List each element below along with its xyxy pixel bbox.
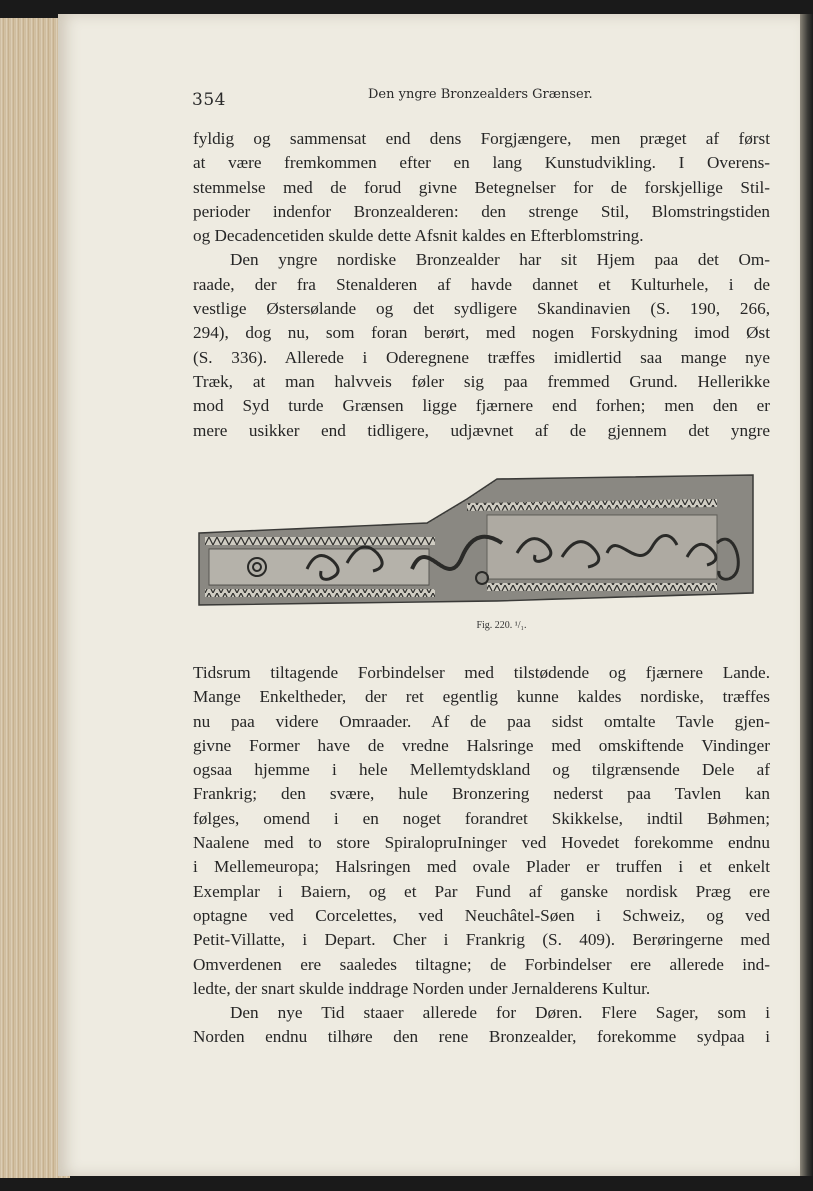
text-line: og Decadencetiden skulde dette Afsnit kaldes en Efterblomstring. <box>193 226 644 246</box>
text-line: Træk, at man halvveis føler sig paa fremmed Grund. Hellerikke <box>193 371 770 391</box>
text-line: Frankrig; den svære, hule Bronzering nederst paa Tavlen kan <box>193 784 770 804</box>
text-line: Naalene med to store SpiralopruIninger ved Hovedet forekomme endnu <box>193 833 770 853</box>
text-line: Den nye Tid staaer allerede for Døren. Flere Sager, som i <box>230 1003 770 1023</box>
text-line: mere usikker end tidligere, udjævnet af de gjennem det yngre <box>193 420 770 440</box>
running-head <box>192 86 769 110</box>
text-line: at være fremkommen efter en lang Kunstudvikling. I Overens- <box>193 153 770 173</box>
book-spine-shadow <box>800 14 813 1176</box>
text-line: perioder indenfor Bronzealderen: den strenge Stil, Blomstringstiden <box>193 201 770 221</box>
engraved-bronze-plate-figure <box>197 473 754 609</box>
text-line: raade, der fra Stenalderen af havde dannet et Kulturhele, i de <box>193 274 770 294</box>
text-line: optagne ved Corcelettes, ved Neuchâtel-Søen i Schweiz, og ved <box>193 905 770 925</box>
text-line: Omverdenen ere saaledes tiltagne; de Forbindelser ere allerede ind- <box>193 954 770 974</box>
figure-caption: Fig. 220. ¹/₁. <box>476 620 527 631</box>
text-line: fyldig og sammensat end dens Forgjængere, men præget af først <box>193 129 770 148</box>
text-line: følges, omend i en noget forandret Skikkelse, indtil Bøhmen; <box>193 808 770 828</box>
page-number: 354 <box>192 90 226 110</box>
text-line: 294), dog nu, som foran berørt, med nogen Forskydning imod Øst <box>193 323 770 343</box>
text-line: Exemplar i Baiern, og et Par Fund af ganske nordisk Præg ere <box>193 881 770 901</box>
text-line: givne Former have de vredne Halsringe med omskiftende Vindinger <box>193 735 770 755</box>
body-text-bottom <box>193 661 770 1050</box>
body-text-top <box>193 127 770 443</box>
text-line: Den yngre nordiske Bronzealder har sit Hjem paa det Om- <box>230 250 770 270</box>
text-line: (S. 336). Allerede i Oderegnene træffes imidlertid saa mange nye <box>193 347 770 367</box>
text-line: Tidsrum tiltagende Forbindelser med tilstødende og fjærnere Lande. <box>193 663 770 682</box>
text-line: vestlige Østersølande og det sydligere Skandinavien (S. 190, 266, <box>193 299 770 319</box>
text-line: Norden endnu tilhøre den rene Bronzealder, forekomme sydpaa i <box>193 1027 770 1047</box>
text-line: ledte, der snart skulde inddrage Norden under Jernalderens Kultur. <box>193 978 651 998</box>
text-line: Mange Enkeltheder, der ret egentlig kunne kaldes nordiske, træffes <box>193 687 770 707</box>
text-line: i Mellemeuropa; Halsringen med ovale Plader er truffen i et enkelt <box>193 857 770 877</box>
text-line: stemmelse med de forud givne Betegnelser for de forskjellige Stil- <box>193 177 770 197</box>
text-line: Petit-Villatte, i Depart. Cher i Frankrig (S. 409). Berøringerne med <box>193 930 770 950</box>
running-title: Den yngre Bronzealders Grænser. <box>368 87 593 102</box>
text-line: mod Syd turde Grænsen ligge fjærnere end forhen; men den er <box>193 396 770 416</box>
text-line: ogsaa hjemme i hele Mellemtydskland og tilgrænsende Dele af <box>193 760 770 780</box>
text-line: nu paa videre Omraader. Af de paa sidst omtalte Tavle gjen- <box>193 711 770 731</box>
